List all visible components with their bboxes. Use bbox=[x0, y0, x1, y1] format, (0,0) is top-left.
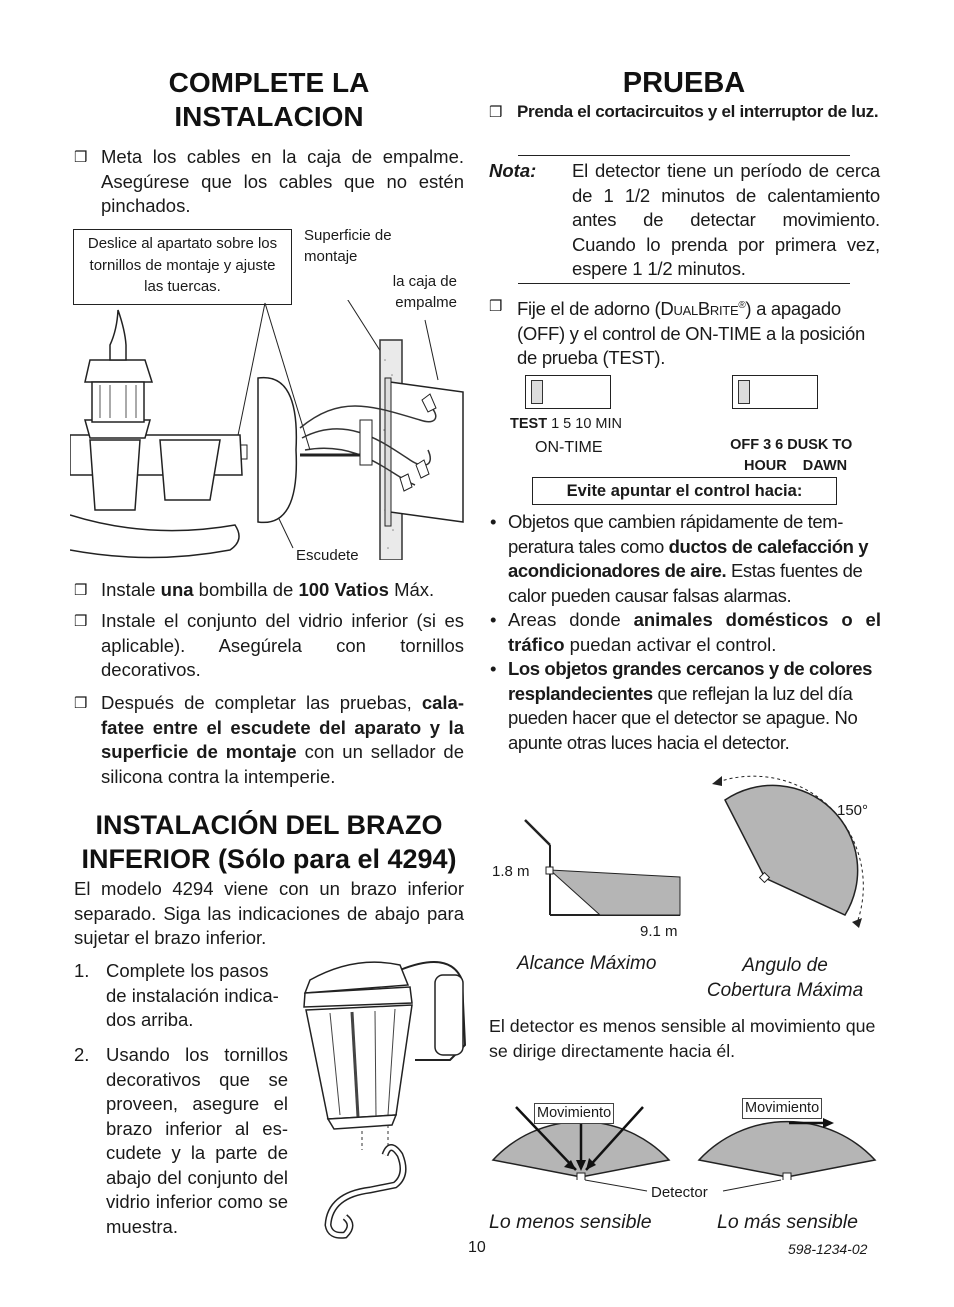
range-caption: Alcance Máximo bbox=[517, 953, 657, 974]
ontime-switch-knob[interactable] bbox=[531, 380, 543, 404]
heading-prueba: PRUEBA bbox=[622, 67, 746, 99]
range-height-label: 1.8 m bbox=[492, 863, 530, 880]
step-1-num: 1. bbox=[74, 960, 90, 981]
fig1-caja-label: la caja de empalme bbox=[392, 273, 457, 311]
bullet-dot: • bbox=[490, 658, 497, 679]
angle-value-label: 150° bbox=[837, 802, 869, 819]
checkbox-icon: ❒ bbox=[74, 613, 88, 630]
range-distance-label: 9.1 m bbox=[640, 923, 678, 940]
fig1-escudete-label: Escudete bbox=[296, 547, 359, 564]
checkbox-icon: ❒ bbox=[489, 298, 503, 315]
bullet-dot: • bbox=[490, 609, 497, 630]
motion-left-label: Movimiento bbox=[534, 1103, 614, 1124]
step-2-text: Usando los tornillos decorativos que se proveen, asegure el brazo inferior al es-cudete y la parte de abajo del conjunto del vidrio inferior como se muestra. bbox=[106, 1044, 288, 1237]
item-calafatee: Después de completar las pruebas, cala-fatee entre el escudete del aparato y la superficie de montaje con un sellador de silicona contra la intemperie. bbox=[101, 692, 464, 787]
page-number: 10 bbox=[468, 1239, 486, 1256]
checkbox-icon: ❒ bbox=[489, 104, 503, 121]
nota-text: El detector tiene un período de cerca de 1 1/2 minutos de calentamiento antes de detectar movimiento. Cuando lo prenda por primera vez, espere 1 1/2 minutos. bbox=[572, 160, 880, 279]
angle-diagram bbox=[700, 770, 880, 935]
item-bombilla: Instale una bombilla de 100 Vatios Máx. bbox=[101, 579, 435, 600]
nota-rule-top bbox=[518, 155, 850, 156]
lower-arm-figure bbox=[300, 955, 475, 1240]
item-vidrio: Instale el conjunto del vidrio inferior (si es aplicable). Asegúrela con tornillos decorativos. bbox=[101, 610, 464, 680]
item-prenda: Prenda el cortacircuitos y el interruptor de luz. bbox=[517, 102, 879, 121]
dualbrite-switch-knob[interactable] bbox=[738, 380, 750, 404]
item-fije: Fije el de adorno (DualBrite®) a apagado (OFF) y el control de ON-TIME a la posición de prueba (TEST). bbox=[517, 298, 865, 369]
item-meta: Meta los cables en la caja de empalme. Asegúrese que los cables que no estén pinchados. bbox=[101, 146, 464, 216]
angle-caption: Angulo de Cobertura Máxima bbox=[706, 955, 864, 1001]
sensitivity-text: El detector es menos sensible al movimiento que se dirige directamente hacia él. bbox=[489, 1016, 876, 1061]
bullet-3: Los objetos grandes cercanos y de colores resplandecientes que reflejan la luz del día pueden hacer que el detector se apague. No apunte otras luces hacia el detector. bbox=[508, 658, 873, 753]
checkbox-icon: ❒ bbox=[74, 695, 88, 712]
checkbox-icon: ❒ bbox=[74, 149, 88, 166]
dualbrite-switch[interactable] bbox=[732, 375, 818, 409]
document-code: 598-1234-02 bbox=[788, 1241, 868, 1257]
less-sensitive-caption: Lo menos sensible bbox=[489, 1211, 652, 1233]
fig1-superficie-label: Superficie de montaje bbox=[304, 227, 392, 265]
nota-label: Nota: bbox=[489, 160, 537, 181]
dualbrite-switch-labels: OFF 3 6 DUSK TO HOUR DAWN bbox=[730, 437, 853, 474]
ontime-switch-labels: TEST 1 5 10 MIN bbox=[510, 416, 623, 432]
brazo-intro: El modelo 4294 viene con un brazo inferior separado. Siga las indicaciones de abajo para sujetar el brazo inferior. bbox=[74, 878, 464, 948]
ontime-switch-name: ON-TIME bbox=[535, 439, 603, 456]
motion-right-label: Movimiento bbox=[742, 1098, 822, 1119]
fixture-install-figure bbox=[70, 300, 470, 560]
nota-rule-bottom bbox=[518, 283, 850, 284]
sensitivity-left-diagram bbox=[488, 1085, 678, 1180]
ontime-switch[interactable] bbox=[525, 375, 611, 409]
evite-box: Evite apuntar el control hacia: bbox=[532, 477, 837, 505]
detector-label: Detector bbox=[651, 1184, 708, 1201]
range-diagram bbox=[520, 815, 690, 920]
step-1-text: Complete los pasos de instalación indica-dos arriba. bbox=[106, 960, 279, 1030]
checkbox-icon: ❒ bbox=[74, 582, 88, 599]
more-sensitive-caption: Lo más sensible bbox=[717, 1211, 858, 1233]
heading-complete-line2: INSTALACION bbox=[174, 101, 364, 132]
bullet-1: Objetos que cambien rápidamente de tem-peratura tales como ductos de calefacción y acondicionadores de aire. Estas fuentes de calor pueden causar falsas alarmas. bbox=[508, 511, 869, 606]
bullet-2: Areas donde animales domésticos o el tráfico puedan activar el control. bbox=[508, 609, 881, 655]
heading-brazo: INSTALACIÓN DEL BRAZO INFERIOR (Sólo para el 4294) bbox=[81, 810, 457, 874]
heading-complete-line1: COMPLETE LA bbox=[168, 67, 370, 98]
bullet-dot: • bbox=[490, 511, 497, 532]
heading-complete bbox=[74, 66, 464, 134]
step-2-num: 2. bbox=[74, 1044, 90, 1065]
fig1-callout: Deslice al apartato sobre los tornillos de montaje y ajuste las tuercas. bbox=[73, 229, 292, 305]
